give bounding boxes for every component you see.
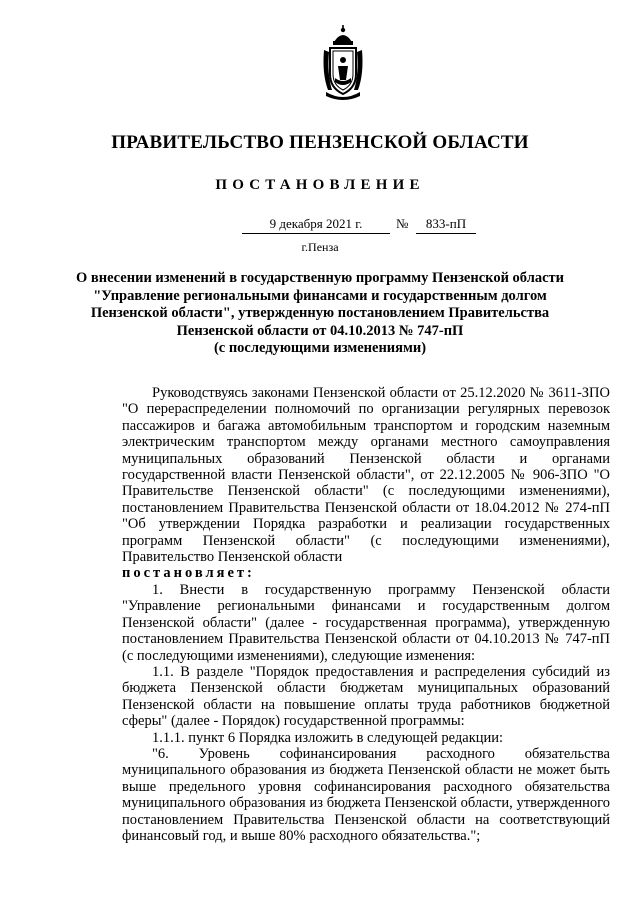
document-heading [70, 270, 570, 358]
body-paragraph: 1. Внести в государственную программу Пензенской области "Управление региональными финансами и государственным долгом Пензенской области" (далее - государственная программа), утвержденную постановлением Правительства Пензенской области от 04.10.2013 № 747-пП (с последующими изменениями), следующие изменения: [122, 581, 610, 664]
heading-line: "Управление региональными финансами и государственным долгом [93, 287, 547, 304]
city: г.Пенза [301, 240, 339, 254]
body-paragraph: 1.1.1. пункт 6 Порядка изложить в следующей редакции: [152, 729, 504, 746]
preamble-paragraph: Руководствуясь законами Пензенской области от 25.12.2020 № 3611-ЗПО "О перераспределении полномочий по организации регулярных перевозок пассажиров и багажа автомобильным транспортом и городским наземным электрическим транспортом между органами местного самоуправления муниципальных образований Пензенской области и органами государственной власти Пензенской области", от 22.12.2005 № 906-ЗПО "О Правительстве Пензенской области" (с последующими изменениями), постановлением Правительства Пензенской области от 18.04.2012 № 274-пП "Об утверждении Порядка разработки и реализации государственных программ Пензенской области" (с последующими изменениями), Правительство Пензенской области [122, 385, 610, 566]
date-number-line [238, 216, 488, 236]
resolves-line [122, 565, 610, 581]
coat-of-arms-icon [318, 24, 368, 104]
number-sign: № [396, 216, 409, 231]
heading-line: Пензенской области", утвержденную постановлением Правительства [90, 305, 550, 321]
resolves-word: постановляет: [122, 565, 255, 582]
heading-line: О внесении изменений в государственную программу Пензенской области [75, 270, 564, 286]
heading-line: (с последующими изменениями) [213, 340, 427, 356]
heading-line: Пензенской области от 04.10.2013 № 747-пП [176, 322, 464, 339]
document-type: ПОСТАНОВЛЕНИЕ [215, 177, 425, 193]
document-date: 9 декабря 2021 г. [242, 216, 390, 234]
document-number: 833-пП [416, 216, 476, 234]
document-body [122, 385, 610, 844]
body-paragraph: "6. Уровень софинансирования расходного обязательства муниципального образования из бюджета Пензенской области не может быть выше предельного уровня софинансирования расходного обязательства муниципального образования из бюджета Пензенской области, утвержденного постановлением Правительства Пензенской области на соответствующий финансовый год, и выше 80% расходного обязательства."; [122, 745, 610, 844]
body-paragraph: 1.1. В разделе "Порядок предоставления и распределения субсидий из бюджета Пензенской области бюджетам муниципальных образований Пензенской области на повышение оплаты труда работников бюджетной сферы" (далее - Порядок) государственной программы: [122, 663, 610, 730]
page-title: ПРАВИТЕЛЬСТВО ПЕНЗЕНСКОЙ ОБЛАСТИ [111, 132, 529, 153]
